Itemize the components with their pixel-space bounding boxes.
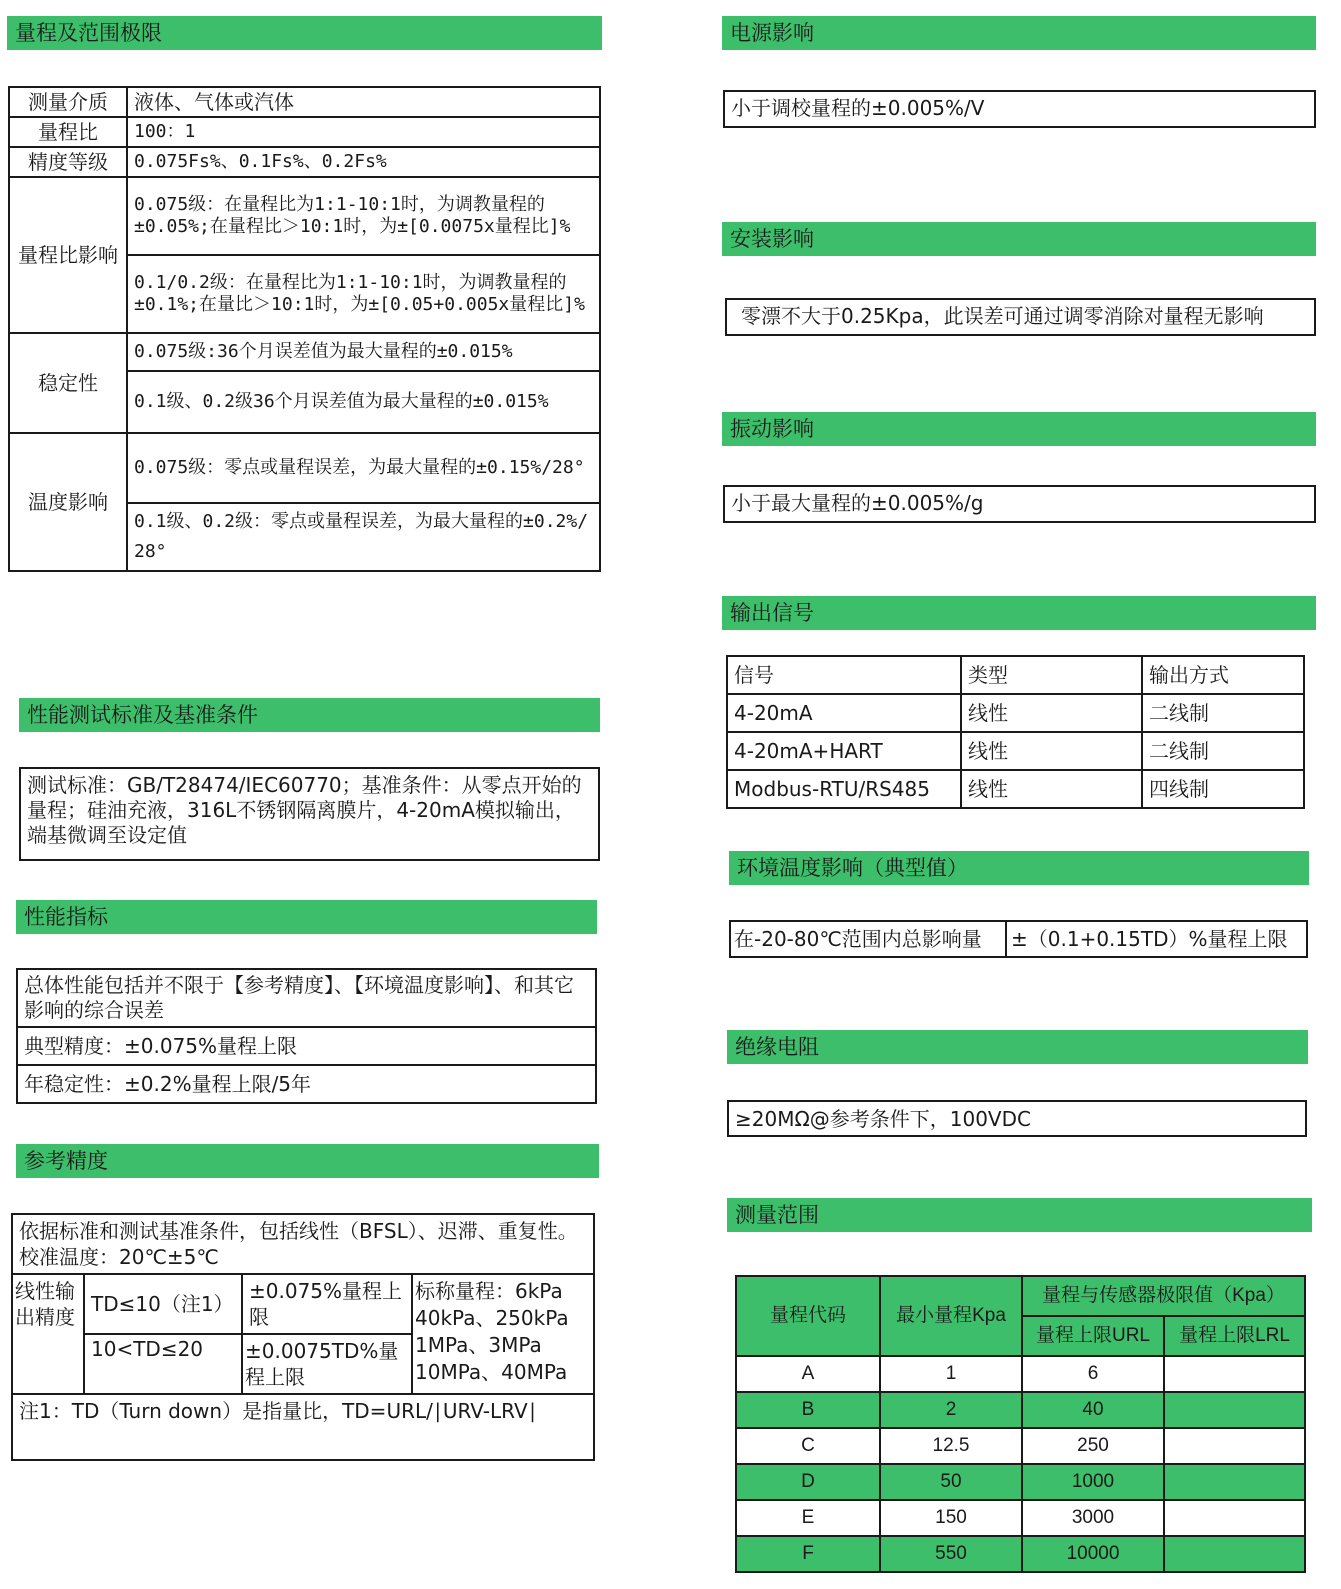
range-code: A bbox=[736, 1356, 880, 1392]
test-standard-box: 测试标准：GB/T28474/IEC60770；基准条件：从零点开始的量程；硅油充液，316L不锈钢隔离膜片，4-20mA模拟输出，端基微调至设定值 bbox=[19, 767, 600, 861]
output-mode: 二线制 bbox=[1142, 732, 1304, 770]
range-min: 2 bbox=[880, 1392, 1022, 1428]
table-row bbox=[736, 1392, 1305, 1428]
table-row bbox=[736, 1536, 1305, 1572]
vibration-effect-header: 振动影响 bbox=[722, 412, 1316, 446]
range-min: 550 bbox=[880, 1536, 1022, 1572]
env-temp-value: ±（0.1+0.15TD）%量程上限 bbox=[1006, 921, 1307, 957]
output-type: 线性 bbox=[961, 770, 1142, 808]
output-mode: 二线制 bbox=[1142, 694, 1304, 732]
range-limits-table bbox=[8, 86, 601, 572]
accuracy-class-value: 0.075Fs%、0.1Fs%、0.2Fs% bbox=[127, 147, 600, 177]
turn-down-note: 注1：TD（Turn down）是指量比，TD=URL/∣URV-LRV∣ bbox=[12, 1394, 594, 1460]
range-min: 150 bbox=[880, 1500, 1022, 1536]
range-lrl bbox=[1164, 1428, 1305, 1464]
table-row bbox=[12, 1274, 594, 1334]
ratio-effect-v1: 0.075级：在量程比为1:1-10:1时，为调教量程的±0.05%;在量程比＞10:1时，为±[0.0075x量程比]% bbox=[127, 177, 600, 255]
ratio-effect-v2: 0.1/0.2级：在量程比为1:1-10:1时，为调教量程的±0.1%;在量比＞10:1时，为±[0.05+0.005x量程比]% bbox=[127, 255, 600, 333]
range-header-code: 量程代码 bbox=[736, 1276, 880, 1356]
table-row bbox=[9, 117, 600, 147]
range-code: F bbox=[736, 1536, 880, 1572]
range-header-min: 最小量程Kpa bbox=[880, 1276, 1022, 1356]
table-row bbox=[9, 87, 600, 117]
measure-range-header: 测量范围 bbox=[727, 1198, 1312, 1232]
td-range-2: 10<TD≤20 bbox=[84, 1334, 242, 1394]
ref-accuracy-header: 参考精度 bbox=[16, 1144, 599, 1178]
range-code: D bbox=[736, 1464, 880, 1500]
performance-row-2: 典型精度：±0.075%量程上限 bbox=[17, 1027, 596, 1065]
range-url: 10000 bbox=[1022, 1536, 1164, 1572]
table-row bbox=[736, 1464, 1305, 1500]
td-range-2-value: ±0.0075TD%量程上限 bbox=[242, 1334, 412, 1394]
medium-label: 测量介质 bbox=[9, 87, 127, 117]
table-row bbox=[736, 1276, 1305, 1316]
output-signal-table bbox=[726, 655, 1305, 809]
output-header-type: 类型 bbox=[961, 656, 1142, 694]
performance-header: 性能指标 bbox=[16, 900, 597, 934]
performance-row-1: 总体性能包括并不限于【参考精度】、【环境温度影响】、和其它影响的综合误差 bbox=[17, 969, 596, 1027]
table-row bbox=[17, 969, 596, 1027]
table-row bbox=[727, 656, 1304, 694]
temp-effect-label: 温度影响 bbox=[9, 433, 127, 571]
stability-v1: 0.075级:36个月误差值为最大量程的±0.015% bbox=[127, 333, 600, 371]
range-code: C bbox=[736, 1428, 880, 1464]
install-effect-header: 安装影响 bbox=[722, 222, 1316, 256]
table-row bbox=[727, 694, 1304, 732]
power-effect-box: 小于调校量程的±0.005%/V bbox=[723, 90, 1316, 128]
table-row bbox=[736, 1500, 1305, 1536]
range-code: B bbox=[736, 1392, 880, 1428]
table-row bbox=[736, 1428, 1305, 1464]
stability-label: 稳定性 bbox=[9, 333, 127, 433]
table-row bbox=[17, 1065, 596, 1103]
ratio-value: 100：1 bbox=[127, 117, 600, 147]
range-lrl bbox=[1164, 1392, 1305, 1428]
table-row bbox=[727, 732, 1304, 770]
output-header-mode: 输出方式 bbox=[1142, 656, 1304, 694]
range-min: 12.5 bbox=[880, 1428, 1022, 1464]
range-url: 250 bbox=[1022, 1428, 1164, 1464]
env-temp-table bbox=[729, 920, 1308, 958]
table-row bbox=[727, 770, 1304, 808]
stability-v2: 0.1级、0.2级36个月误差值为最大量程的±0.015% bbox=[127, 371, 600, 433]
ref-accuracy-intro: 依据标准和测试基准条件，包括线性（BFSL）、迟滞、重复性。校准温度：20℃±5℃ bbox=[12, 1214, 594, 1274]
range-min: 1 bbox=[880, 1356, 1022, 1392]
output-signal: Modbus-RTU/RS485 bbox=[727, 770, 961, 808]
range-limits-header: 量程及范围极限 bbox=[7, 16, 602, 50]
range-lrl bbox=[1164, 1536, 1305, 1572]
table-row bbox=[9, 177, 600, 255]
output-header-signal: 信号 bbox=[727, 656, 961, 694]
accuracy-class-label: 精度等级 bbox=[9, 147, 127, 177]
output-signal: 4-20mA bbox=[727, 694, 961, 732]
range-code: E bbox=[736, 1500, 880, 1536]
table-row bbox=[730, 921, 1307, 957]
range-url: 1000 bbox=[1022, 1464, 1164, 1500]
env-temp-header: 环境温度影响（典型值） bbox=[729, 851, 1309, 885]
temp-effect-v2: 0.1级、0.2级：零点或量程误差，为最大量程的±0.2%/ 28° bbox=[127, 503, 600, 571]
output-signal-header: 输出信号 bbox=[722, 596, 1316, 630]
vibration-effect-box: 小于最大量程的±0.005%/g bbox=[723, 485, 1316, 523]
td-range-1-value: ±0.075%量程上限 bbox=[242, 1274, 412, 1334]
measure-range-table bbox=[735, 1275, 1306, 1573]
env-temp-label: 在-20-80℃范围内总影响量 bbox=[730, 921, 1006, 957]
table-row bbox=[9, 333, 600, 371]
output-type: 线性 bbox=[961, 732, 1142, 770]
install-effect-box: 零漂不大于0.25Kpa，此误差可通过调零消除对量程无影响 bbox=[725, 298, 1316, 336]
ratio-label: 量程比 bbox=[9, 117, 127, 147]
insulation-box: ≥20MΩ@参考条件下，100VDC bbox=[727, 1100, 1307, 1137]
temp-effect-v1: 0.075级：零点或量程误差，为最大量程的±0.15%/28° bbox=[127, 433, 600, 503]
medium-value: 液体、气体或汽体 bbox=[127, 87, 600, 117]
range-header-group: 量程与传感器极限值（Kpa） bbox=[1022, 1276, 1305, 1316]
ref-accuracy-table bbox=[11, 1213, 595, 1461]
insulation-header: 绝缘电阻 bbox=[727, 1030, 1308, 1064]
output-signal: 4-20mA+HART bbox=[727, 732, 961, 770]
table-row bbox=[12, 1214, 594, 1274]
table-row bbox=[9, 433, 600, 503]
table-row bbox=[736, 1356, 1305, 1392]
power-effect-header: 电源影响 bbox=[722, 16, 1316, 50]
table-row bbox=[17, 1027, 596, 1065]
table-row bbox=[9, 147, 600, 177]
test-standard-header: 性能测试标准及基准条件 bbox=[19, 698, 600, 732]
output-mode: 四线制 bbox=[1142, 770, 1304, 808]
performance-table bbox=[16, 968, 597, 1104]
range-url: 6 bbox=[1022, 1356, 1164, 1392]
range-url: 3000 bbox=[1022, 1500, 1164, 1536]
performance-row-3: 年稳定性：±0.2%量程上限/5年 bbox=[17, 1065, 596, 1103]
nominal-range: 标称量程：6kPa 40kPa、250kPa 1MPa、3MPa 10MPa、40MPa bbox=[412, 1274, 594, 1394]
range-lrl bbox=[1164, 1464, 1305, 1500]
range-lrl bbox=[1164, 1356, 1305, 1392]
linear-output-label: 线性输出精度 bbox=[12, 1274, 84, 1394]
range-min: 50 bbox=[880, 1464, 1022, 1500]
td-range-1: TD≤10（注1） bbox=[84, 1274, 242, 1334]
range-header-url: 量程上限URL bbox=[1022, 1316, 1164, 1356]
table-row bbox=[12, 1394, 594, 1460]
ratio-effect-label: 量程比影响 bbox=[9, 177, 127, 333]
range-header-lrl: 量程上限LRL bbox=[1164, 1316, 1305, 1356]
range-url: 40 bbox=[1022, 1392, 1164, 1428]
output-type: 线性 bbox=[961, 694, 1142, 732]
range-lrl bbox=[1164, 1500, 1305, 1536]
